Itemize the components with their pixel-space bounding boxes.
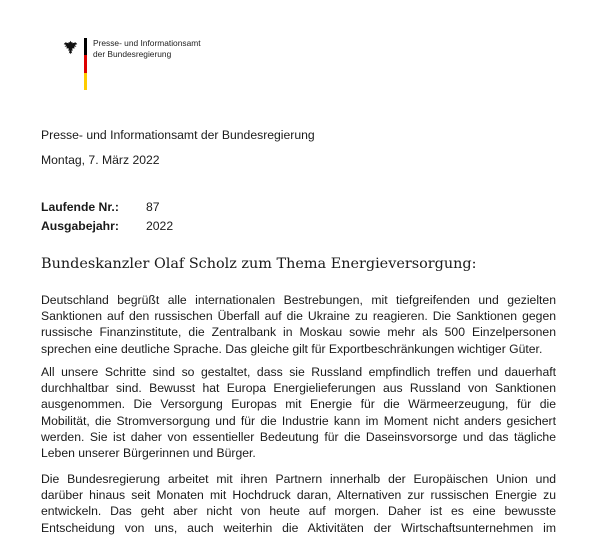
letterhead-org-line-2: der Bundesregierung: [93, 49, 172, 59]
sender-line: Presse- und Informationsamt der Bundesregierung: [41, 128, 315, 142]
press-release-title: Bundeskanzler Olaf Scholz zum Thema Energieversorgung:: [41, 256, 477, 272]
paragraph-line: Deutschland begrüßt alle internationalen Bestrebungen, mit tiefgreifenden und gezielten: [41, 293, 556, 307]
paragraph-line: Entscheidung von uns, auch weiterhin die Aktivitäten der Wirtschaftsunternehmen im: [41, 520, 556, 535]
letterhead: [62, 38, 201, 90]
paragraph-line: Leben unserer Bürgerinnen und Bürger.: [41, 446, 256, 461]
paragraph-2: [41, 364, 556, 461]
letterhead-org-name: [93, 38, 201, 60]
paragraph-line: darüber hinaus seit Monaten mit Hochdruck daran, Alternativen zur russischen Energie zu: [41, 488, 556, 503]
date-line: Montag, 7. März 2022: [41, 153, 160, 167]
federal-eagle-icon: [62, 39, 79, 56]
paragraph-1: [41, 292, 556, 357]
meta-ausgabejahr: [41, 219, 173, 233]
paragraph-3: [41, 471, 556, 536]
paragraph-line: Sanktionen auf den russischen Überfall auf die Ukraine zu reagieren. Die Sanktionen gegen: [41, 309, 556, 324]
meta-laufende-label: Laufende Nr.:: [41, 200, 119, 214]
paragraph-line: sprechen eine deutliche Sprache. Das gleiche gilt für Exportbeschränkungen wichtiger Güter.: [41, 341, 543, 356]
meta-laufende-value: 87: [146, 200, 160, 214]
meta-ausgabe-value: 2022: [146, 219, 174, 233]
paragraph-line: All unsere Schritte sind so gestaltet, dass sie Russland empfindlich treffen und dauerhaft: [41, 365, 556, 379]
paragraph-line: durchhaltbar sind. Bewusst hat Europa Energielieferungen aus Russland von Sanktionen: [41, 381, 556, 396]
flag-bar: [84, 38, 87, 90]
meta-ausgabe-label: Ausgabejahr:: [41, 219, 119, 233]
flag-stripe-black: [84, 38, 87, 55]
paragraph-line: Mobilität, die Stromversorgung und für die Industrie kann im Moment nicht anders gesichert: [41, 413, 556, 428]
flag-stripe-red: [84, 55, 87, 72]
meta-laufende-nr: [41, 200, 160, 214]
letterhead-org-line-1: Presse- und Informationsamt: [93, 38, 201, 48]
paragraph-line: ausgenommen. Die Versorgung Europas mit Energie für die Wärmeerzeugung, für die: [41, 397, 556, 412]
paragraph-line: Die Bundesregierung arbeitet mit ihren Partnern innerhalb der Europäischen Union und: [41, 472, 556, 486]
paragraph-line: russische Finanzinstitute, die Zentralbank in Moskau sowie mehr als 500 Einzelpersonen: [41, 325, 556, 340]
flag-stripe-gold: [84, 73, 87, 90]
paragraph-line: werden. Sie ist daher von essentieller Bedeutung für die Daseinsvorsorge und das tägliche: [41, 429, 556, 444]
paragraph-line: entwickeln. Das geht aber nicht von heute auf morgen. Daher ist es eine bewusste: [41, 504, 556, 519]
